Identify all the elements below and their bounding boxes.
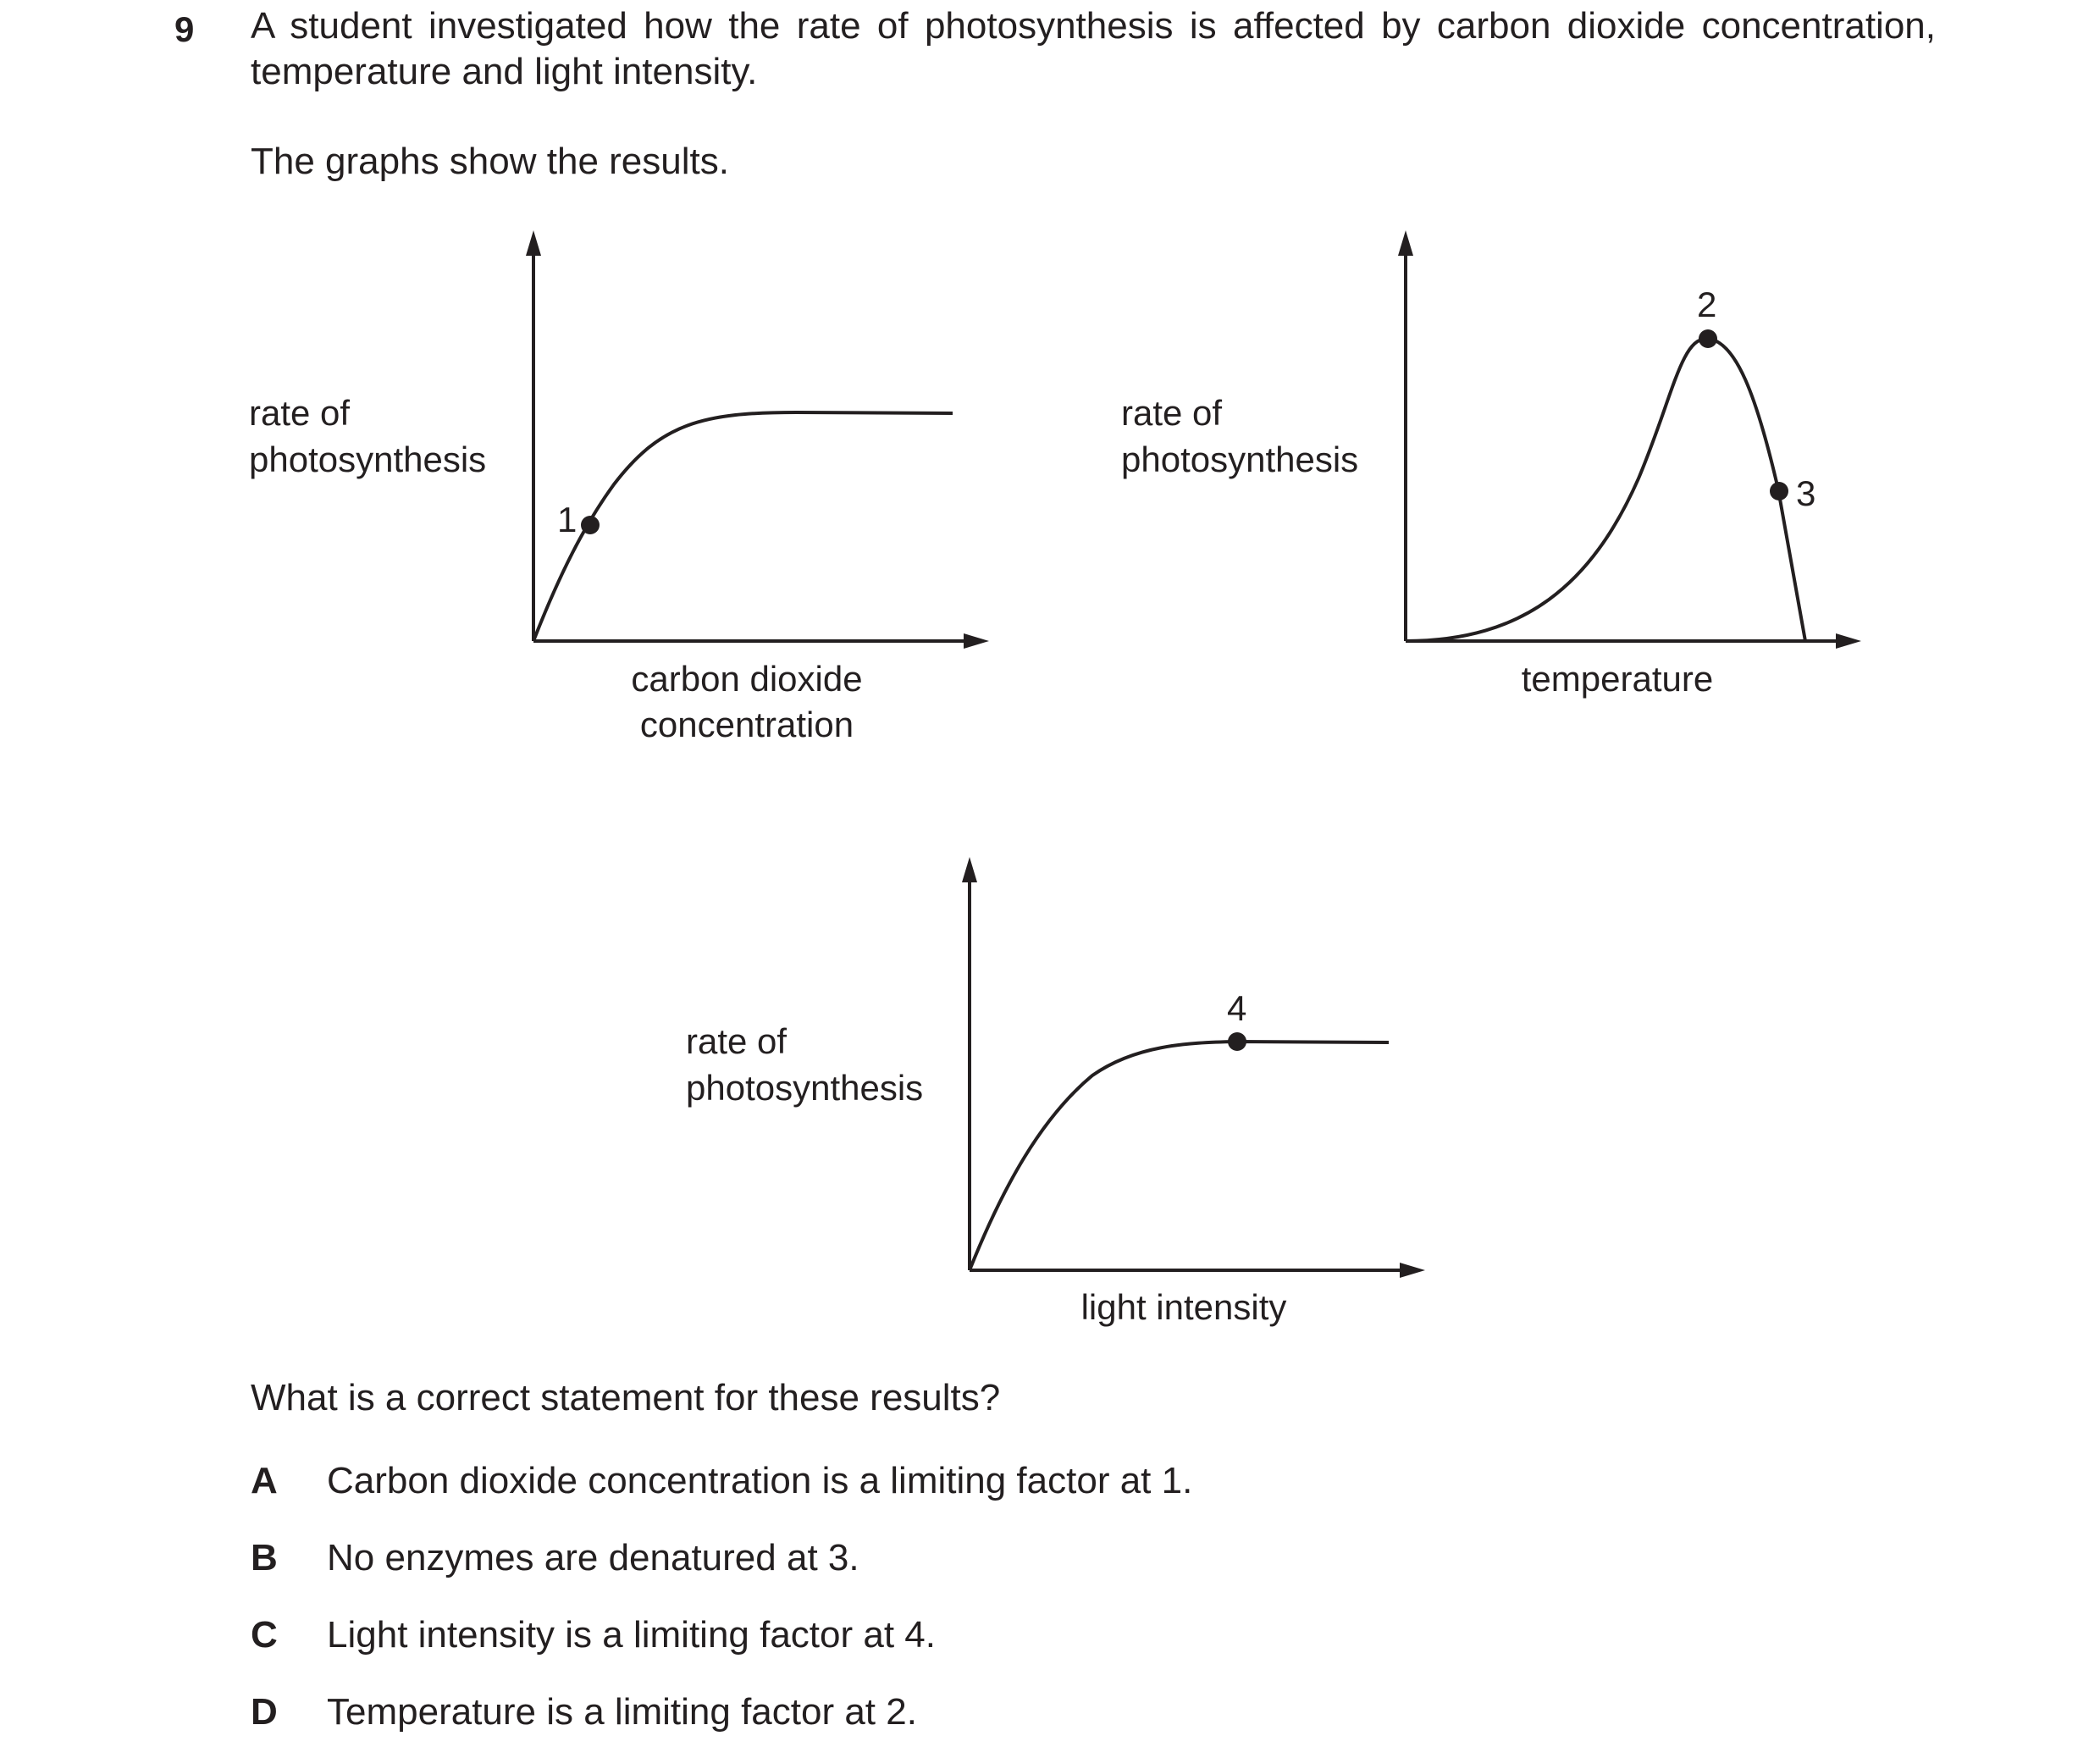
graph1-point-1-label: 1 bbox=[557, 500, 578, 539]
graph3-point-4 bbox=[1228, 1032, 1246, 1051]
graph3-ylabel-line1: rate of bbox=[686, 1021, 788, 1061]
option-c-letter: C bbox=[251, 1614, 278, 1656]
option-b-text: No enzymes are denatured at 3. bbox=[327, 1537, 859, 1578]
graph1-x-arrowhead bbox=[964, 633, 989, 649]
graph1-ylabel-line1: rate of bbox=[249, 393, 351, 433]
graph1-xlabel-line2: concentration bbox=[639, 705, 854, 744]
graph3-point-4-label: 4 bbox=[1227, 988, 1247, 1028]
option-a-text: Carbon dioxide concentration is a limiting factor at 1. bbox=[327, 1460, 1193, 1501]
option-b-letter: B bbox=[251, 1537, 278, 1578]
graph1-xlabel-line1: carbon dioxide bbox=[631, 659, 863, 699]
graph3-xlabel-line1: light intensity bbox=[1080, 1287, 1287, 1327]
graph-light-intensity bbox=[686, 857, 1425, 1327]
option-d-letter: D bbox=[251, 1691, 278, 1733]
graph2-point-3 bbox=[1770, 482, 1788, 500]
graph3-ylabel-line2: photosynthesis bbox=[686, 1068, 924, 1108]
graph1-ylabel-line2: photosynthesis bbox=[249, 440, 487, 479]
graph-temperature bbox=[1121, 230, 1861, 699]
graph2-x-arrowhead bbox=[1836, 633, 1861, 649]
question-stem: A student investigated how the rate of photosynthesis is affected by carbon dioxide concentration, temperature and light intensity. bbox=[251, 5, 1936, 92]
graph2-curve bbox=[1406, 339, 1805, 641]
option-d-text: Temperature is a limiting factor at 2. bbox=[327, 1691, 917, 1733]
graph2-point-2-label: 2 bbox=[1697, 285, 1717, 324]
graph1-y-arrowhead bbox=[526, 230, 541, 256]
graph2-point-2 bbox=[1699, 329, 1717, 348]
graph3-y-arrowhead bbox=[962, 857, 977, 882]
option-a-letter: A bbox=[251, 1460, 278, 1501]
graph1-point-1 bbox=[581, 516, 600, 534]
question-number: 9 bbox=[174, 9, 195, 49]
graph2-point-3-label: 3 bbox=[1796, 473, 1816, 513]
graph2-xlabel-line1: temperature bbox=[1521, 659, 1714, 699]
graph-carbon-dioxide bbox=[249, 230, 989, 744]
graph2-ylabel-line1: rate of bbox=[1121, 393, 1223, 433]
graph2-ylabel-line2: photosynthesis bbox=[1121, 440, 1359, 479]
question-prompt: What is a correct statement for these results? bbox=[251, 1377, 1001, 1418]
graph3-curve bbox=[970, 1042, 1389, 1270]
question-intro: The graphs show the results. bbox=[251, 141, 729, 182]
graph2-y-arrowhead bbox=[1398, 230, 1413, 256]
graph3-x-arrowhead bbox=[1400, 1263, 1425, 1278]
option-c-text: Light intensity is a limiting factor at 4. bbox=[327, 1614, 936, 1656]
